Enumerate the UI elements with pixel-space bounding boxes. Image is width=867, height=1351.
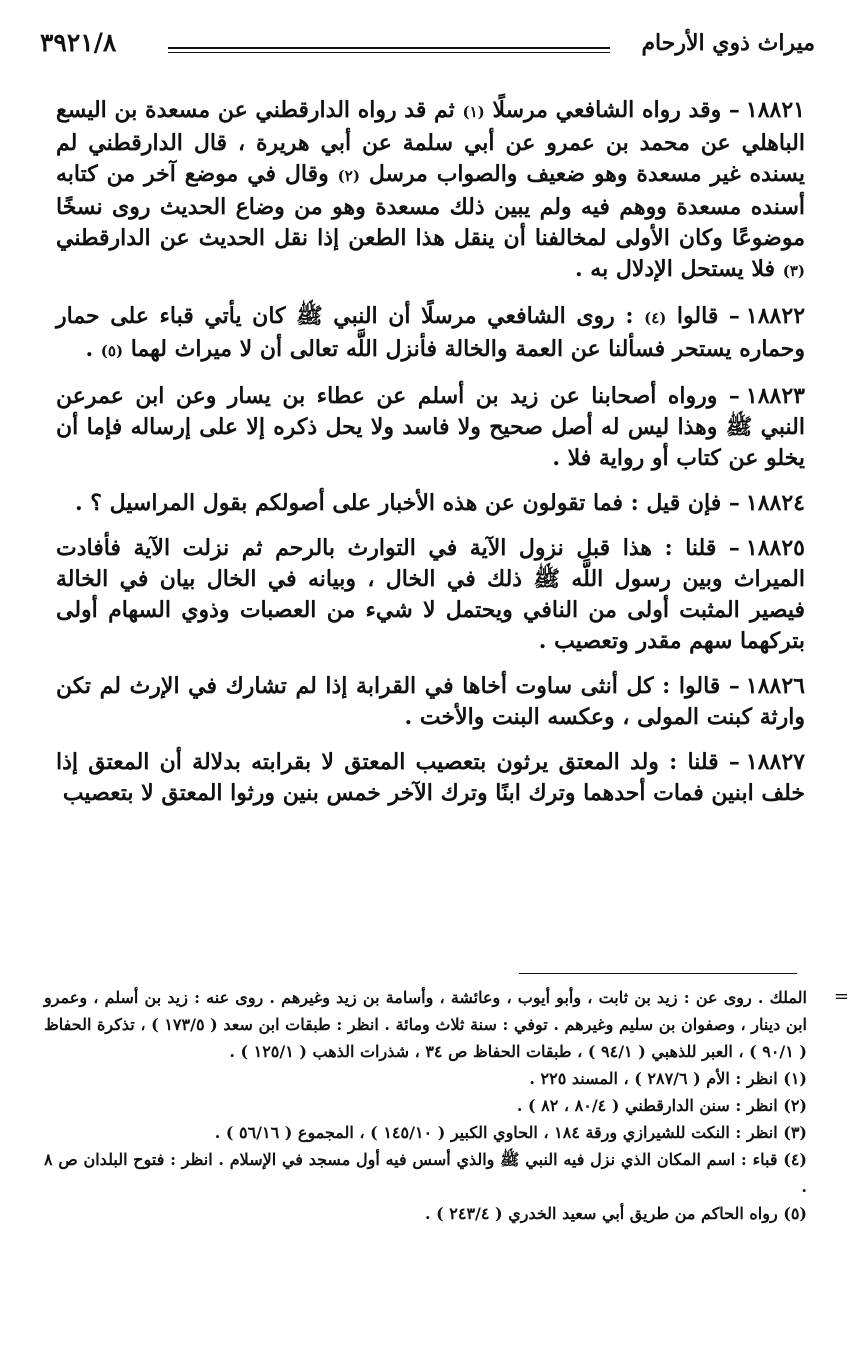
paragraph-text: – قلنا : هذا قبل نزول الآية في التوارث بالرحم ثم نزلت الآية فأفادت الميراث وبين رسول اللَّه ﷺ ذلك في الخال ، وبيانه في الخال بيان في الخالة فيصير المثبت أولى من النافي ويحتمل لا شيء من العصبات وذوي السهام أولى بتركهما سهم مقدر وتعصيب . xyxy=(56,535,805,654)
paragraph-number: ١٨٨٢٥ xyxy=(745,535,805,561)
footnote-ref: (٥) xyxy=(100,342,124,360)
footnote: (٤) قباء : اسم المكان الذي نزل فيه النبي ﷺ والذي أسس فيه أول مسجد في الإسلام . انظر : فتوح البلدان ص ٨ . xyxy=(44,1150,807,1196)
paragraph-text: – قلنا : ولد المعتق يرثون بتعصيب المعتق لا بقرابته بدلالة أن المعتق إذا خلف ابنين فمات أحدهما وترك ابنًا وترك الآخر خمس بنين ورثوا المعتق لا بتعصيب xyxy=(56,749,805,806)
paragraph-text: : روى الشافعي مرسلًا أن النبي ﷺ كان يأتي قباء على حمار وحماره يستحر فسألنا عن العمة والخالة فأنزل اللَّه تعالى أن لا ميراث لهما xyxy=(56,303,805,362)
footnote: الملك . روى عن : زيد بن ثابت ، وأبو أيوب ، وعائشة ، وأسامة بن زيد وغيرهم . روى عنه : زيد بن أسلم ، وعمرو ابن دينار ، وصفوان بن سليم وغيرهم . توفي : سنة ثلاث ومائة . انظر : طبقات ابن سعد ( ١٧٣/٥ ) ، تذكرة الحفاظ ( ٩٠/١ ) ، العبر للذهبي ( ٩٤/١ ) ، طبقات الحفاظ ص ٣٤ ، شذرات الذهب ( ١٢٥/١ ) . xyxy=(44,988,808,1061)
footnote-ref: (٤) xyxy=(644,309,667,327)
footnotes xyxy=(44,984,807,1227)
footnote-ref: (٣) xyxy=(782,262,805,280)
footnote: (٣) انظر : النكت للشيرازي ورقة ١٨٤ ، الحاوي الكبير ( ١٤٥/١٠ ) ، المجموع ( ٥٦/١٦ ) . xyxy=(214,1123,807,1142)
running-title: ميراث ذوي الأرحام xyxy=(641,30,815,56)
paragraph-number: ١٨٨٢٦ xyxy=(745,673,805,699)
paragraph-text: – ورواه أصحابنا عن زيد بن أسلم عن عطاء بن يسار وعن ابن عمرعن النبي ﷺ وهذا ليس له أصل صحيح ولا فاسد ولا يحل ذكره إلا على إرساله فإما أن يخلو عن كتاب أو رواية فلا . xyxy=(56,383,805,471)
paragraph-number: ١٨٨٢٧ xyxy=(745,749,805,775)
footnote-ref: (١) xyxy=(462,103,485,121)
footnote-continuation-marker: = xyxy=(833,986,849,1007)
issue-paragraph xyxy=(56,671,805,733)
main-text xyxy=(56,95,805,823)
footnote: (١) انظر : الأم ( ٢٨٧/٦ ) ، المسند ٢٢٥ . xyxy=(529,1069,807,1088)
paragraph-text: ثم قد رواه الدارقطني عن مسعدة بن اليسع الباهلي عن محمد بن عمرو عن أبي سلمة عن أبي هريرة ، قال الدارقطني لم يسنده غير مسعدة وهو ضعيف والصواب مرسل xyxy=(56,97,805,187)
paragraph-number: ١٨٨٢٤ xyxy=(745,490,805,516)
paragraph-text: – فإن قيل : فما تقولون عن هذه الأخبار على أصولكم بقول المراسيل ؟ . xyxy=(74,490,740,516)
footnote: (٥) رواه الحاكم من طريق أبي سعيد الخدري ( ٢٤٣/٤ ) . xyxy=(424,1204,807,1223)
paragraph-text: وقال في موضع آخر من كتابه أسنده مسعدة ووهم فيه ولم يبين ذلك مسعدة وهو من وضاع الحديث روى نسخًا موضوعًا وكان الأولى لمخالفنا أن ينقل هذا الطعن إذا نقل الحديث عن الدارقطني xyxy=(56,161,805,251)
header-rule-thin xyxy=(168,52,610,53)
paragraph-text: . xyxy=(85,336,101,362)
page-number: ٣٩٢١/٨ xyxy=(40,28,117,57)
footnote-ref: (٢) xyxy=(337,167,360,185)
issue-paragraph xyxy=(56,381,805,474)
paragraph-number: ١٨٨٢٣ xyxy=(745,383,805,409)
footnote: (٢) انظر : سنن الدارقطني ( ٨٠/٤ ، ٨٢ ) . xyxy=(516,1096,807,1115)
issue-paragraph xyxy=(56,301,805,367)
paragraph-text: فلا يستحل الإدلال به . xyxy=(574,256,783,282)
running-header xyxy=(40,28,815,68)
issue-paragraph xyxy=(56,95,805,287)
footnote-separator xyxy=(519,973,797,974)
issue-paragraph xyxy=(56,488,805,519)
paragraph-number: ١٨٨٢١ xyxy=(745,97,805,123)
paragraph-text: – وقد رواه الشافعي مرسلًا xyxy=(484,97,740,123)
paragraph-text: – قالوا : كل أنثى ساوت أخاها في القرابة إذا لم تشارك في الإرث لم تكن وارثة كبنت المولى ، وعكسه البنت والأخت . xyxy=(56,673,805,730)
paragraph-text: – قالوا xyxy=(666,303,740,329)
issue-paragraph xyxy=(56,533,805,657)
issue-paragraph xyxy=(56,747,805,809)
header-rule xyxy=(168,47,610,49)
paragraph-number: ١٨٨٢٢ xyxy=(745,303,806,329)
